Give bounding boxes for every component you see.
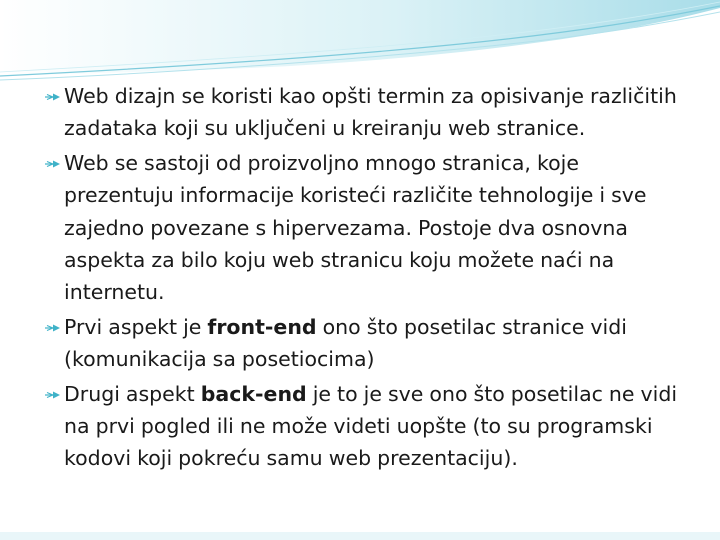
bullet-item-1 (44, 80, 684, 145)
text-segment: je to je sve ono što posetilac ne vidi na prvi pogled ili ne može videti uopšte (to su programski kodovi koji pokreću samu web prezentaciju). (64, 381, 678, 471)
bullet-text (64, 84, 677, 140)
header-wave-decoration (0, 0, 720, 90)
arrow-bullet-icon (44, 92, 62, 102)
bold-term: back-end (200, 381, 307, 406)
arrow-bullet-icon (44, 323, 62, 333)
bullet-text (64, 315, 627, 371)
bottom-accent-bar (0, 532, 720, 540)
arrow-bullet-icon (44, 159, 62, 169)
text-segment: Web dizajn se koristi kao opšti termin za opisivanje različitih zadataka koji su uključeni u kreiranju web stranice. (64, 84, 677, 141)
text-segment: ono što posetilac stranice vidi (komunikacija sa posetiocima) (64, 314, 627, 372)
arrow-bullet-icon (44, 390, 62, 400)
bold-term: front-end (207, 314, 317, 339)
bullet-item-2 (44, 147, 684, 309)
bullet-item-4 (44, 378, 684, 475)
text-segment: Web se sastoji od proizvoljno mnogo stranica, koje prezentuju informacije koristeći različite tehnologije i sve zajedno povezane s hipervezama. Postoje dva osnovna aspekta za bilo koju web stranicu koju možete naći na internetu. (64, 150, 647, 305)
bullet-item-3 (44, 311, 684, 376)
bullet-text (64, 382, 677, 471)
bullet-text (64, 151, 647, 305)
slide-body (44, 80, 684, 477)
text-segment: Drugi aspekt (64, 381, 201, 406)
text-segment: Prvi aspekt je (64, 314, 208, 339)
